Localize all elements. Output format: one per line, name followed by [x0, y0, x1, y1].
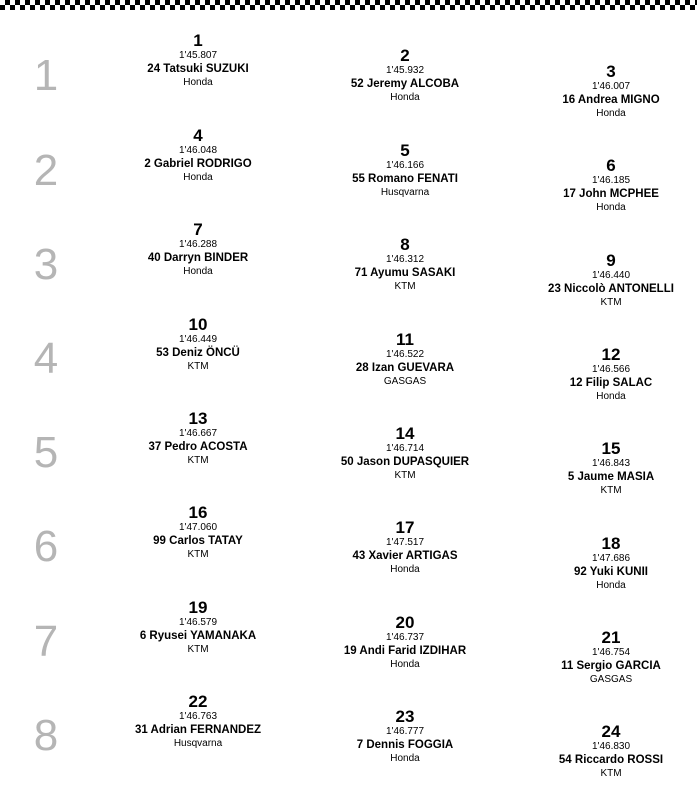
manufacturer: KTM [394, 281, 416, 292]
lap-time: 1'46.166 [385, 160, 425, 171]
grid-slot [511, 157, 697, 214]
grid-position: 4 [193, 126, 203, 145]
manufacturer: Honda [390, 564, 420, 575]
grid-slot [98, 221, 298, 278]
rider-name: 71 Ayumu SASAKI [354, 267, 456, 279]
grid-position: 2 [400, 46, 410, 65]
row-label: 3 [33, 240, 59, 289]
grid-position: 12 [601, 345, 621, 364]
rider-name: 37 Pedro ACOSTA [148, 441, 248, 453]
row-label: 2 [33, 146, 59, 195]
grid-position: 22 [188, 692, 208, 711]
grid-position: 11 [396, 330, 414, 349]
grid-position: 23 [395, 707, 415, 726]
manufacturer: KTM [600, 768, 622, 779]
lap-time: 1'46.185 [591, 175, 631, 186]
grid-slot [305, 331, 505, 388]
grid-slot [511, 440, 697, 497]
grid-slot [305, 142, 505, 199]
manufacturer: Honda [183, 266, 213, 277]
lap-time: 1'46.288 [178, 239, 218, 250]
lap-time: 1'46.449 [178, 334, 218, 345]
lap-time: 1'46.566 [591, 364, 631, 375]
lap-time: 1'47.060 [178, 522, 218, 533]
lap-time: 1'46.522 [385, 349, 425, 360]
row-label: 8 [33, 711, 59, 760]
grid-slot [511, 63, 697, 120]
grid-slot [98, 127, 298, 184]
grid-slot [305, 47, 505, 104]
row-label: 4 [33, 334, 59, 383]
grid-position: 20 [395, 613, 415, 632]
rider-name: 54 Riccardo ROSSI [558, 754, 664, 766]
grid-position: 10 [188, 315, 208, 334]
manufacturer: GASGAS [383, 376, 427, 387]
rider-name: 55 Romano FENATI [352, 173, 458, 185]
grid-slot [511, 535, 697, 592]
grid-position: 9 [606, 251, 616, 270]
rider-name: 12 Filip SALAC [569, 377, 653, 389]
grid-position: 1 [193, 31, 203, 50]
lap-time: 1'46.737 [385, 632, 425, 643]
grid-position: 6 [606, 156, 616, 175]
lap-time: 1'46.777 [385, 726, 425, 737]
manufacturer: Husqvarna [173, 738, 223, 749]
lap-time: 1'46.754 [591, 647, 631, 658]
manufacturer: KTM [187, 549, 209, 560]
grid-position: 7 [193, 220, 203, 239]
rider-name: 16 Andrea MIGNO [562, 94, 660, 106]
grid-position: 21 [601, 628, 621, 647]
grid-slot [98, 316, 298, 373]
lap-time: 1'45.807 [178, 50, 218, 61]
rider-name: 6 Ryusei YAMANAKA [139, 630, 257, 642]
rider-name: 28 Izan GUEVARA [355, 362, 455, 374]
grid-slot [98, 32, 298, 89]
checkered-flag-banner [0, 0, 697, 10]
lap-time: 1'46.007 [591, 81, 631, 92]
rider-name: 7 Dennis FOGGIA [356, 739, 454, 751]
manufacturer: KTM [187, 455, 209, 466]
grid-position: 13 [188, 409, 208, 428]
lap-time: 1'45.932 [385, 65, 425, 76]
row-label: 1 [33, 51, 59, 100]
grid-position: 18 [601, 534, 621, 553]
row-label: 7 [33, 617, 59, 666]
rider-name: 50 Jason DUPASQUIER [340, 456, 470, 468]
manufacturer: KTM [600, 485, 622, 496]
grid-position: 5 [400, 141, 410, 160]
manufacturer: Husqvarna [380, 187, 430, 198]
manufacturer: KTM [187, 644, 209, 655]
rider-name: 24 Tatsuki SUZUKI [147, 63, 249, 75]
grid-position: 8 [400, 235, 410, 254]
grid-slot [98, 599, 298, 656]
rider-name: 5 Jaume MASIA [567, 471, 655, 483]
rider-name: 52 Jeremy ALCOBA [350, 78, 460, 90]
grid-slot [305, 519, 505, 576]
rider-name: 92 Yuki KUNII [574, 566, 648, 578]
lap-time: 1'47.686 [591, 553, 631, 564]
lap-time: 1'46.440 [591, 270, 631, 281]
rider-name: 53 Deniz ÖNCÜ [156, 347, 240, 359]
grid-position: 14 [395, 424, 415, 443]
manufacturer: Honda [596, 202, 626, 213]
rider-name: 43 Xavier ARTIGAS [352, 550, 458, 562]
manufacturer: Honda [390, 659, 420, 670]
grid-position: 19 [188, 598, 208, 617]
grid-slot [98, 410, 298, 467]
grid-slot [511, 723, 697, 780]
manufacturer: KTM [394, 470, 416, 481]
lap-time: 1'46.579 [178, 617, 218, 628]
grid-slot [305, 614, 505, 671]
grid-slot [511, 629, 697, 686]
manufacturer: Honda [183, 172, 213, 183]
rider-name: 19 Andi Farid IZDIHAR [343, 645, 467, 657]
grid-slot [305, 708, 505, 765]
grid-position: 24 [601, 722, 621, 741]
row-label: 5 [33, 428, 59, 477]
lap-time: 1'47.517 [385, 537, 425, 548]
manufacturer: KTM [187, 361, 209, 372]
manufacturer: Honda [390, 92, 420, 103]
grid-slot [511, 252, 697, 309]
rider-name: 31 Adrian FERNANDEZ [134, 724, 262, 736]
grid-position: 15 [601, 439, 621, 458]
rider-name: 2 Gabriel RODRIGO [144, 158, 252, 170]
manufacturer: Honda [596, 580, 626, 591]
lap-time: 1'46.667 [178, 428, 218, 439]
grid-slot [305, 425, 505, 482]
rider-name: 11 Sergio GARCIA [561, 660, 661, 672]
manufacturer: GASGAS [589, 674, 633, 685]
lap-time: 1'46.312 [385, 254, 425, 265]
row-label: 6 [33, 522, 59, 571]
rider-name: 40 Darryn BINDER [147, 252, 249, 264]
rider-name: 23 Niccolò ANTONELLI [548, 283, 674, 295]
manufacturer: KTM [600, 297, 622, 308]
lap-time: 1'46.763 [178, 711, 218, 722]
grid-position: 3 [606, 62, 616, 81]
lap-time: 1'46.714 [385, 443, 425, 454]
manufacturer: Honda [390, 753, 420, 764]
grid-position: 16 [188, 503, 208, 522]
lap-time: 1'46.048 [178, 145, 218, 156]
grid-position: 17 [395, 518, 415, 537]
rider-name: 17 John MCPHEE [563, 188, 659, 200]
rider-name: 99 Carlos TATAY [153, 535, 243, 547]
grid-slot [98, 504, 298, 561]
grid-slot [305, 236, 505, 293]
lap-time: 1'46.830 [591, 741, 631, 752]
grid-slot [511, 346, 697, 403]
manufacturer: Honda [183, 77, 213, 88]
lap-time: 1'46.843 [591, 458, 631, 469]
manufacturer: Honda [596, 108, 626, 119]
grid-slot [98, 693, 298, 750]
manufacturer: Honda [596, 391, 626, 402]
